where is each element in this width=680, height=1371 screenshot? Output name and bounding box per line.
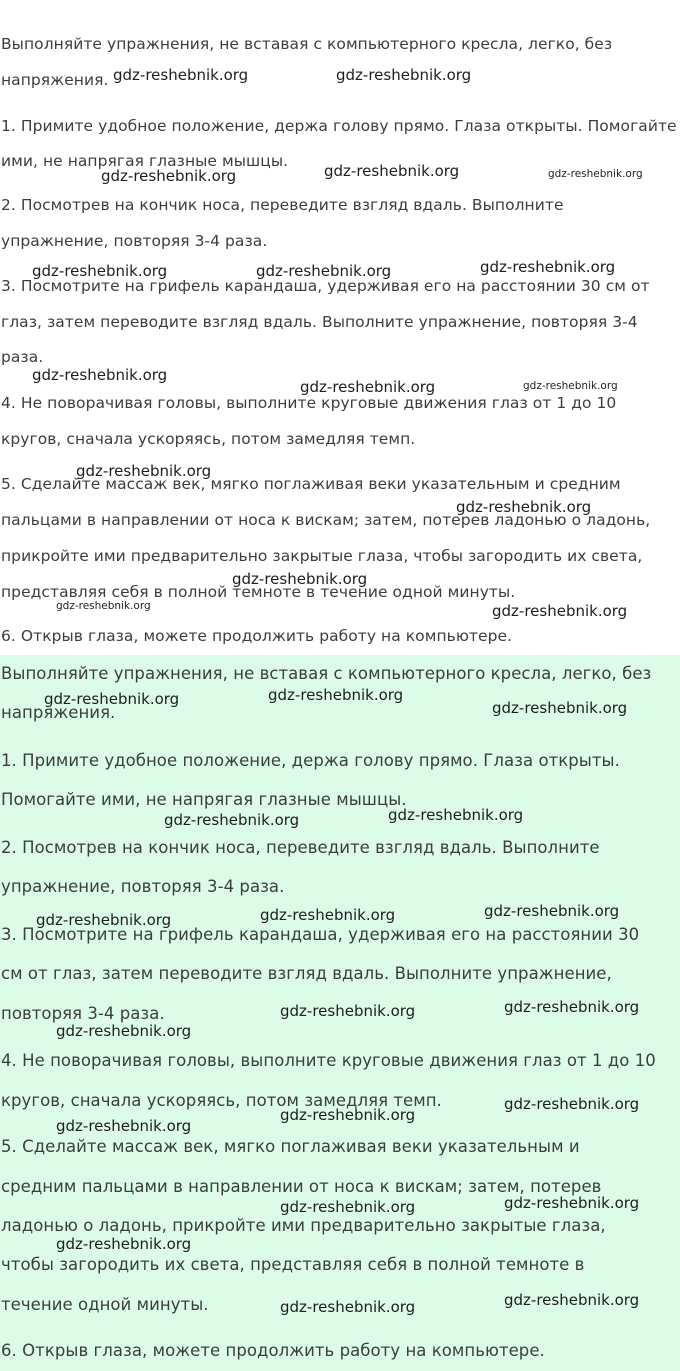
watermark: gdz-reshebnik.org [56,600,151,612]
text-line: чтобы загородить их света, представляя себя в полной темноте в [1,1255,585,1274]
text-line: течение одной минуты. [1,1295,209,1314]
text-line: средним пальцами в направлении от носа к вискам; затем, потерев [1,1177,602,1196]
text-line: упражнение, повторяя 3-4 раза. [1,877,285,896]
watermark: gdz-reshebnik.org [324,162,460,180]
text-line: упражнение, повторяя 3-4 раза. [1,232,268,250]
text-line: 5. Сделайте массаж век, мягко поглаживая веки указательным и [1,1137,580,1156]
watermark: gdz-reshebnik.org [113,66,249,84]
watermark: gdz-reshebnik.org [300,378,436,396]
text-line: ладонью о ладонь, прикройте ими предварительно закрытые глаза, [1,1216,606,1235]
watermark: gdz-reshebnik.org [280,1298,416,1316]
watermark: gdz-reshebnik.org [280,1198,416,1216]
text-line: 3. Посмотрите на грифель карандаша, удерживая его на расстоянии 30 [1,925,640,944]
watermark: gdz-reshebnik.org [268,686,404,704]
text-line: кругов, сначала ускоряясь, потом замедляя темп. [1,1091,442,1110]
watermark: gdz-reshebnik.org [260,906,396,924]
text-line: 3. Посмотрите на грифель карандаша, удерживая его на расстоянии 30 см от [1,277,650,295]
watermark: gdz-reshebnik.org [504,1095,640,1113]
text-line: 5. Сделайте массаж век, мягко поглаживая веки указательным и средним [1,475,621,493]
watermark: gdz-reshebnik.org [480,258,616,276]
watermark: gdz-reshebnik.org [280,1106,416,1124]
text-line: глаз, затем переводите взгляд вдаль. Выполните упражнение, повторяя 3-4 [1,313,638,331]
text-line: кругов, сначала ускоряясь, потом замедляя темп. [1,430,416,448]
watermark: gdz-reshebnik.org [456,498,592,516]
watermark: gdz-reshebnik.org [504,1194,640,1212]
watermark: gdz-reshebnik.org [492,602,628,620]
text-line: 2. Посмотрев на кончик носа, переведите взгляд вдаль. Выполните [1,196,564,214]
watermark: gdz-reshebnik.org [32,262,168,280]
text-line: 6. Открыв глаза, можете продолжить работу на компьютере. [1,627,513,645]
watermark: gdz-reshebnik.org [32,366,168,384]
text-line: напряжения. [1,71,109,89]
text-line: Выполняйте упражнения, не вставая с компьютерного кресла, легко, без [1,35,613,53]
text-block-original [0,0,680,655]
watermark: gdz-reshebnik.org [484,902,620,920]
text-line: пальцами в направлении от носа к вискам; затем, потерев ладонью о ладонь, [1,511,651,529]
watermark: gdz-reshebnik.org [280,1002,416,1020]
watermark: gdz-reshebnik.org [232,570,368,588]
text-line: 2. Посмотрев на кончик носа, переведите взгляд вдаль. Выполните [1,838,600,857]
text-line: 1. Примите удобное положение, держа голову прямо. Глаза открыты. Помогайте [1,117,677,135]
text-line: см от глаз, затем переводите взгляд вдаль. Выполните упражнение, [1,964,612,983]
text-line: Помогайте ими, не напрягая глазные мышцы. [1,790,407,809]
watermark: gdz-reshebnik.org [336,66,472,84]
watermark: gdz-reshebnik.org [76,462,212,480]
text-block-highlighted [0,655,680,1371]
watermark: gdz-reshebnik.org [504,998,640,1016]
watermark: gdz-reshebnik.org [101,167,237,185]
text-line: 6. Открыв глаза, можете продолжить работу на компьютере. [1,1341,545,1360]
text-line: 4. Не поворачивая головы, выполните круговые движения глаз от 1 до 10 [1,1051,656,1070]
text-line: прикройте ими предварительно закрытые глаза, чтобы загородить их света, [1,547,643,565]
text-line: 1. Примите удобное положение, держа голову прямо. Глаза открыты. [1,751,620,770]
text-line: представляя себя в полной темноте в течение одной минуты. [1,583,516,601]
watermark: gdz-reshebnik.org [388,806,524,824]
watermark: gdz-reshebnik.org [504,1291,640,1309]
text-line: напряжения. [1,703,116,722]
watermark: gdz-reshebnik.org [548,168,643,180]
watermark: gdz-reshebnik.org [36,911,172,929]
text-line: ими, не напрягая глазные мышцы. [1,152,289,170]
watermark: gdz-reshebnik.org [523,380,618,392]
watermark: gdz-reshebnik.org [492,699,628,717]
text-line: Выполняйте упражнения, не вставая с компьютерного кресла, легко, без [1,664,652,683]
watermark: gdz-reshebnik.org [56,1117,192,1135]
watermark: gdz-reshebnik.org [164,811,300,829]
watermark: gdz-reshebnik.org [56,1022,192,1040]
watermark: gdz-reshebnik.org [256,262,392,280]
text-line: раза. [1,348,44,366]
text-line: 4. Не поворачивая головы, выполните круговые движения глаз от 1 до 10 [1,394,617,412]
watermark: gdz-reshebnik.org [56,1235,192,1253]
text-line: повторяя 3-4 раза. [1,1004,165,1023]
watermark: gdz-reshebnik.org [44,690,180,708]
